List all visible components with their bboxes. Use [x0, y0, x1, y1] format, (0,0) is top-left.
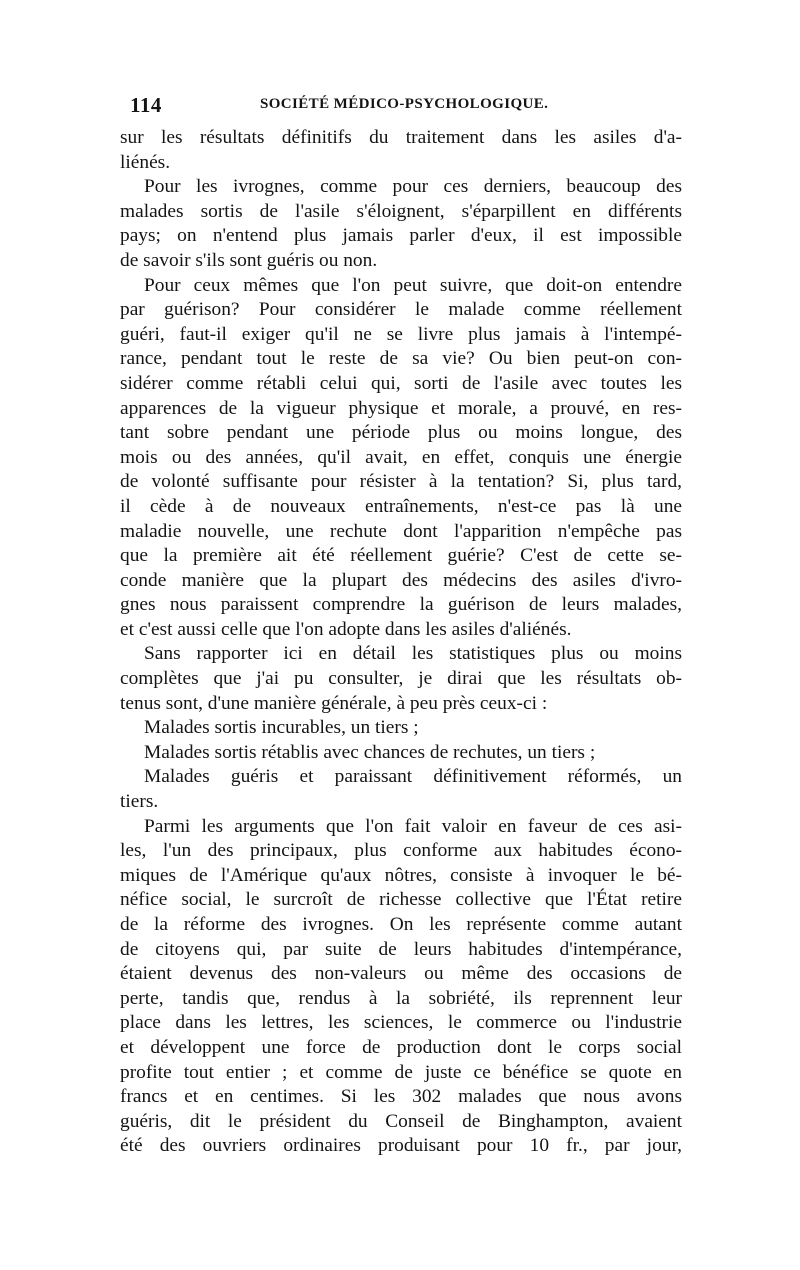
text-line: de citoyens qui, par suite de leurs habitudes d'intempérance,: [120, 938, 682, 960]
text-line: Pour ceux mêmes que l'on peut suivre, que doit-on entendre: [144, 274, 682, 296]
text-line: sidérer comme rétabli celui qui, sorti de l'asile avec toutes les: [120, 372, 682, 394]
text-line: miques de l'Amérique qu'aux nôtres, consiste à invoquer le bé-: [120, 864, 682, 886]
text-line: profite tout entier ; et comme de juste ce bénéfice se quote en: [120, 1061, 682, 1083]
text-line: francs et en centimes. Si les 302 malades que nous avons: [120, 1086, 682, 1108]
text-line: étaient devenus des non-valeurs ou même des occasions de: [120, 963, 682, 985]
text-line: et développent une force de production dont le corps social: [120, 1036, 682, 1058]
text-line: les, l'un des principaux, plus conforme aux habitudes écono-: [120, 840, 682, 862]
text-line: et c'est aussi celle que l'on adopte dans les asiles d'aliénés.: [120, 618, 572, 640]
text-line: maladie nouvelle, une rechute dont l'apparition n'empêche pas: [120, 520, 682, 542]
text-line: rance, pendant tout le reste de sa vie? Ou bien peut-on con-: [120, 348, 682, 370]
text-line: complètes que j'ai pu consulter, je dirai que les résultats ob-: [120, 668, 682, 690]
page-header: [120, 93, 680, 119]
text-line: place dans les lettres, les sciences, le commerce ou l'industrie: [120, 1012, 682, 1034]
text-line: pays; on n'entend plus jamais parler d'eux, il est impossible: [120, 225, 682, 247]
text-line: Malades sortis rétablis avec chances de rechutes, un tiers ;: [144, 741, 596, 763]
text-line: tenus sont, d'une manière générale, à peu près ceux-ci :: [120, 692, 548, 714]
text-line: de la réforme des ivrognes. On les représente comme autant: [120, 914, 682, 935]
text-line: de savoir s'ils sont guéris ou non.: [120, 249, 378, 271]
text-line: Pour les ivrognes, comme pour ces derniers, beaucoup des: [144, 176, 682, 198]
text-line: tant sobre pendant une période plus ou moins longue, des: [120, 422, 682, 444]
text-line: néfice social, le surcroît de richesse collective que l'État retire: [120, 889, 682, 911]
text-line: il cède à de nouveaux entraînements, n'est-ce pas là une: [120, 495, 682, 517]
text-line: liénés.: [120, 151, 171, 173]
text-line: gnes nous paraissent comprendre la guérison de leurs malades,: [120, 594, 682, 616]
text-line: Malades guéris et paraissant définitivement réformés, un: [144, 766, 682, 788]
text-line: Parmi les arguments que l'on fait valoir en faveur de ces asi-: [144, 815, 682, 837]
running-title: SOCIÉTÉ MÉDICO-PSYCHOLOGIQUE.: [260, 96, 549, 112]
text-line: malades sortis de l'asile s'éloignent, s'éparpillent en différents: [120, 200, 682, 222]
text-line: perte, tandis que, rendus à la sobriété, ils reprennent leur: [120, 987, 682, 1009]
text-line: Malades sortis incurables, un tiers ;: [144, 717, 419, 739]
text-line: de volonté suffisante pour résister à la tentation? Si, plus tard,: [120, 471, 682, 493]
text-line: apparences de la vigueur physique et morale, a prouvé, en res-: [120, 397, 682, 419]
text-line: Sans rapporter ici en détail les statistiques plus ou moins: [144, 643, 682, 665]
text-line: mois ou des années, qu'il avait, en effet, conquis une énergie: [120, 446, 682, 468]
text-line: guéris, dit le président du Conseil de Binghampton, avaient: [120, 1110, 682, 1132]
text-line: été des ouvriers ordinaires produisant pour 10 fr., par jour,: [120, 1135, 682, 1157]
text-line: tiers.: [120, 791, 159, 813]
body-text: [120, 126, 682, 1159]
text-line: conde manière que la plupart des médecins des asiles d'ivro-: [120, 569, 682, 591]
text-line: par guérison? Pour considérer le malade comme réellement: [120, 299, 682, 321]
page-number: 114: [130, 93, 162, 117]
text-line: que la première ait été réellement guérie? C'est de cette se-: [120, 545, 682, 567]
text-line: sur les résultats définitifs du traitement dans les asiles d'a-: [120, 127, 682, 148]
text-line: guéri, faut-il exiger qu'il ne se livre plus jamais à l'intempé-: [120, 323, 682, 345]
